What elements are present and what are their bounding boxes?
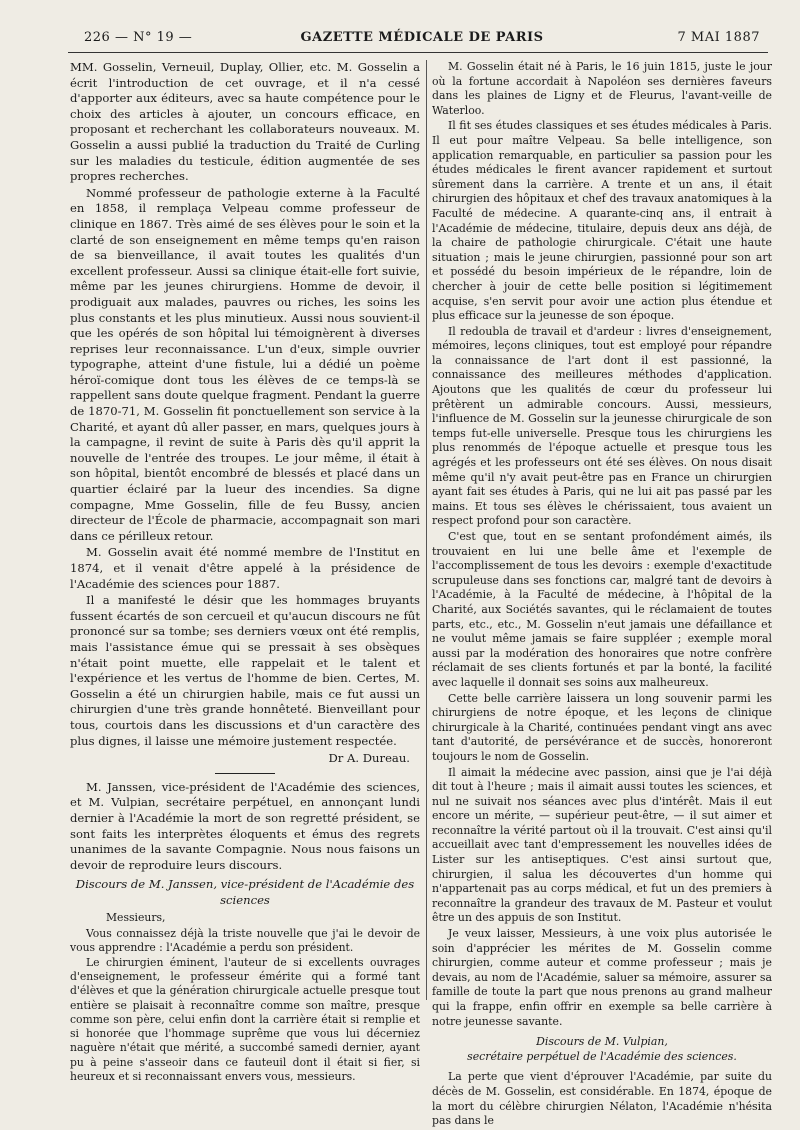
discours-title: Discours de M. Janssen, vice-président de l'Académie des sciences	[75, 877, 415, 907]
paragraph: Il fit ses études classiques et ses études médicales à Paris. Il eut pour maître Velpeau. Sa belle intelligence, son application remarquable, en particulier sa passion pour les études médicales le firent avancer rapidement et surtout sûrement dans la carrière. A trente et un ans, il était chirurgien des hôpitaux et chef des travaux anatomiques à la Faculté de médecine. A quarante-cinq ans, il entrait à l'Académie de médecine, titulaire, depuis deux ans déjà, de la chaire de pathologie chirurgicale. C'était une haute situation ; mais le jeune chirurgien, passionné pour son art et possédé du besoin impérieux de le répandre, loin de chercher à jouir de cette belle position si légitimement acquise, s'en servit pour avoir une action plus étendue et plus efficace sur la jeunesse de son époque.	[432, 119, 772, 323]
discours2-title-line2: secrétaire perpétuel de l'Académie des sciences.	[467, 1049, 737, 1063]
paragraph: Vous connaissez déjà la triste nouvelle que j'ai le devoir de vous apprendre : l'Académie a perdu son président.	[70, 926, 420, 954]
left-column	[70, 60, 420, 1085]
author-signature: Dr A. Dureau.	[328, 751, 410, 766]
page-header	[84, 30, 760, 50]
paragraph: Je veux laisser, Messieurs, à une voix plus autorisée le soin d'apprécier les mérites de M. Gosselin comme chirurgien, comme auteur et comme professeur ; mais je devais, au nom de l'Académie, saluer sa mémoire, assurer sa famille de toute la part que nous prenons au grand malheur qui la frappe, enfin offrir en exemple sa belle carrière à notre jeunesse savante.	[432, 927, 772, 1028]
discours-body	[70, 911, 420, 1083]
paragraph: MM. Gosselin, Verneuil, Duplay, Ollier, etc. M. Gosselin a écrit l'introduction de cet ouvrage, et il n'a cessé d'apporter aux éditeurs, avec sa haute compétence pour le choix des articles à ajouter, un concours efficace, en proposant et recherchant les collaborateurs nouveaux. M. Gosselin a aussi publié la traduction du Traité de Curling sur les maladies du testicule, édition augmentée de ses propres recherches.	[70, 60, 420, 184]
paragraph: Nommé professeur de pathologie externe à la Faculté en 1858, il remplaça Velpeau comme professeur de clinique en 1867. Très aimé de ses élèves pour le soin et la clarté de son enseignement en même temps qu'en raison de sa bienveillance, il avait toutes les qualités d'un excellent professeur. Aussi sa clinique était-elle fort suivie, même par les jeunes chirurgiens. Homme de devoir, il prodiguait aux malades, pauvres ou riches, les soins les plus constants et les plus minutieux. Aussi nous souvient-il que les opérés de son hôpital lui témoignèrent à diverses reprises leur reconnaissance. L'un d'eux, simple ouvrier typographe, atteint d'une fistule, lui a dédié un poème héroï-comique dont tous les élèves de ce temps-là se rappellent sans doute quelque fragment. Pendant la guerre de 1870-71, M. Gosselin fit ponctuellement son service à la Charité, et ayant dû aller passer, en mars, quelques jours à la campagne, il revint de suite à Paris dès qu'il apprit la nouvelle de l'entrée des troupes. Le jour même, il était à son hôpital, bientôt encombré de blessés et placé dans un quartier éclairé par la lueur des incendies. Sa digne compagne, Mme Gosselin, fille de feu Bussy, ancien directeur de l'École de pharmacie, accompagnait son mari dans ce périlleux retour.	[70, 185, 420, 543]
paragraph: Cette belle carrière laissera un long souvenir parmi les chirurgiens de notre époque, et les leçons de clinique chirurgicale à la Charité, continuées pendant vingt ans avec tant d'autorité, de persévérance et de succès, honoreront toujours le nom de Gosselin.	[432, 691, 772, 763]
salutation: Messieurs,	[106, 911, 166, 925]
paragraph: M. Gosselin était né à Paris, le 16 juin 1815, juste le jour où la fortune accordait à Napoléon ses dernières faveurs dans les plaines de Ligny et de Fleurus, l'avant-veille de Waterloo.	[432, 60, 772, 117]
paragraph: M. Gosselin avait été nommé membre de l'Institut en 1874, et il venait d'être appelé à la présidence de l'Académie des sciences pour 1887.	[70, 545, 420, 591]
header-rule	[68, 52, 768, 53]
right-column	[432, 60, 772, 1130]
paragraph: Il aimait la médecine avec passion, ainsi que je l'ai déjà dit tout à l'heure ; mais il aimait aussi toutes les sciences, et nul ne suivait nos séances avec plus d'intérêt. Mais il eut encore un mérite, — supérieur peut-être, — il sut aimer et reconnaître la vérité partout où il la trouvait. C'est ainsi qu'il accueillait avec tant d'empressement les nouvelles idées de Lister sur les antiseptiques. C'est ainsi surtout que, chirurgien, il salua les découvertes d'un homme qui n'appartenait pas au corps médical, et fut un des premiers à reconnaître la grandeur des travaux de M. Pasteur et voulut être un des appuis de son Institut.	[432, 765, 772, 925]
paragraph: La perte que vient d'éprouver l'Académie, par suite du décès de M. Gosselin, est considérable. En 1874, époque de la mort du célèbre chirurgien Nélaton, l'Académie n'hésita pas dans le	[432, 1070, 772, 1128]
discours2-title-line1: Discours de M. Vulpian,	[536, 1035, 668, 1049]
separator-rule	[215, 773, 275, 774]
publication-title: GAZETTE MÉDICALE DE PARIS	[300, 30, 544, 45]
discours2-title	[432, 1035, 772, 1064]
paragraph: C'est que, tout en se sentant profondément aimés, ils trouvaient en lui une belle âme et l'exemple de l'accomplissement de tous les devoirs : exemple d'exactitude scrupuleuse dans ses fonctions car, malgré tant de devoirs à l'Académie, à la Faculté de médecine, à l'hôpital de la Charité, aux Sociétés savantes, qui le réclamaient de toutes parts, etc., etc., M. Gosselin n'eut jamais une défaillance et ne voulut même jamais se faire suppléer ; exemple moral aussi par la modération des honoraires que notre confrère réclamait de ses clients fortunés et par la bonté, la facilité avec laquelle il donnait ses soins aux malheureux.	[432, 530, 772, 689]
paragraph: Le chirurgien éminent, l'auteur de si excellents ouvrages d'enseignement, le professeur émérite qui a formé tant d'élèves et que la génération chirurgicale actuelle presque tout entière se plaisait à reconnaître comme son maître, presque comme son père, celui enfin dont la carrière était si remplie et si honorée que l'hommage suprême que vous lui décerniez naguère n'était que mérité, a succombé samedi dernier, ayant pu à peine s'asseoir dans ce fauteuil dont il était si fier, si heureux et si reconnaissant envers vous, messieurs.	[70, 956, 420, 1083]
paragraph: Il redoubla de travail et d'ardeur : livres d'enseignement, mémoires, leçons cliniques, tout est employé pour répandre la connaissance de l'art dont il est passionné, la connaissance des meilleures méthodes d'application. Ajoutons que les qualités de cœur du professeur lui prêtèrent un admirable concours. Aussi, messieurs, l'influence de M. Gosselin sur la jeunesse chirurgicale de son temps fut-elle universelle. Presque tous les chirurgiens les plus renommés de l'époque actuelle et presque tous les agrégés et les professeurs ont été ses élèves. On nous disait même qu'il n'y avait peut-être pas en France un chirurgien ayant fait ses études à Paris, qui ne lui ait pas passé par les mains. Et tous ses élèves le chérissaient, tous avaient un respect profond pour son caractère.	[432, 324, 772, 528]
issue-date: 7 MAI 1887	[677, 30, 760, 45]
page-number: 226 — N° 19 —	[84, 30, 193, 45]
column-divider	[426, 60, 427, 1000]
paragraph: Il a manifesté le désir que les hommages bruyants fussent écartés de son cercueil et qu'aucun discours ne fût prononcé sur sa tombe; ses derniers vœux ont été remplis, mais l'assistance émue qui se pressait à ses obsèques n'était point muette, elle rappelait et le talent et l'expérience et les vertus de l'homme de bien. Certes, M. Gosselin a été un chirurgien habile, mais ce fut aussi un chirurgien d'une très grande honnêteté. Bienveillant pour tous, courtois dans les discussions et d'un caractère des plus dignes, il laisse une mémoire justement respectée.	[70, 593, 420, 748]
announcement-paragraph: M. Janssen, vice-président de l'Académie des sciences, et M. Vulpian, secrétaire perpétuel, en annonçant lundi dernier à l'Académie la mort de son regretté président, se sont faits les interprètes éloquents et émus des regrets unanimes de la savante Compagnie. Nous nous faisons un devoir de reproduire leurs discours.	[70, 779, 420, 872]
